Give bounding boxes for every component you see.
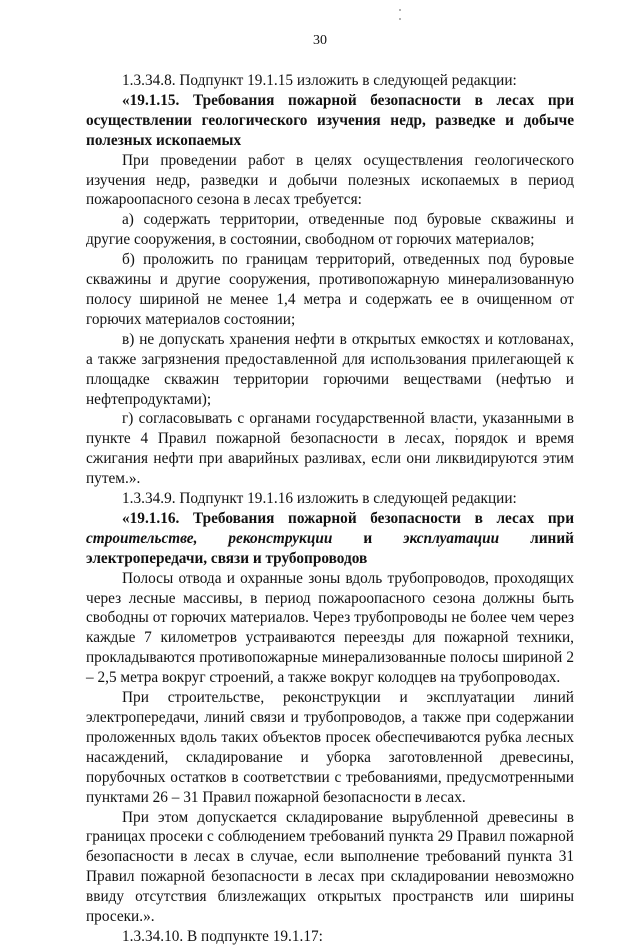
page-number: 30 xyxy=(313,33,327,48)
list-item-a: а) содержать территории, отведенные под буровые скважины и другие сооружения, в состоянии, свободном от горючих материалов; xyxy=(86,211,574,249)
clause-title: Требования пожарной безопасности в лесах при осуществлении геологического изучения недр, разведке и добыче полезных ископаемых xyxy=(86,91,575,149)
amendment-intro-19-1-17: 1.3.34.10. В подпункте 19.1.17: xyxy=(122,927,323,945)
list-item-v: в) не допускать хранения нефти в открытых емкостях и котлованах, а также загрязнения предоставленной для использования прилегающей к площадке скважин территории горючими веществами (нефтью и нефтепродуктами); xyxy=(86,330,574,408)
clause-paragraph-1: Полосы отвода и охранные зоны вдоль трубопроводов, проходящих через лесные массивы, в период пожароопасного сезона должны быть свободны от горючих материалов. Через трубопроводы не более чем через каждые 7 километров устраиваются переезды для пожарной техники, прокладываются противопожарные минерализованные полосы шириной 2 – 2,5 метра вокруг строений, а также вокруг колодцев на трубопроводах. xyxy=(86,569,574,687)
clause-paragraph-3: При этом допускается складирование вырубленной древесины в границах просеки с соблюдением требований пункта 29 Правил пожарной безопасности в лесах в случае, если выполнение требований пункта 31 Правил пожарной безопасности в лесах при складировании невозможно ввиду отсутствия близлежащих открытых пространств или ширины просеки.». xyxy=(86,808,574,926)
clause-title-part: Требования пожарной безопасности в лесах при xyxy=(192,509,575,527)
scan-speck xyxy=(399,9,401,11)
clause-title-part: линий электропередачи, связи и трубопроводов xyxy=(86,529,574,567)
clause-title-emphasis: строительстве, реконструкции xyxy=(86,529,333,547)
clause-number: «19.1.16. xyxy=(122,509,180,527)
list-item-g: г) согласовывать с органами государственной власти, указанными в пункте 4 Правил пожарной безопасности в лесах, порядок и время сжигания нефти при аварийных разливах, если они ликвидируются этим путем.». xyxy=(86,410,574,488)
list-item-b: б) проложить по границам территорий, отведенных под буровые скважины и другие сооружения, противопожарную минерализованную полосу шириной не менее 1,4 метра и содержать ее в очищенном от горючих материалов состоянии; xyxy=(86,251,574,328)
amendment-intro-19-1-16: 1.3.34.9. Подпункт 19.1.16 изложить в следующей редакции: xyxy=(122,490,517,508)
amendment-intro-19-1-15: 1.3.34.8. Подпункт 19.1.15 изложить в следующей редакции: xyxy=(122,72,517,89)
clause-heading-19-1-15 xyxy=(86,91,574,151)
clause-title-part: и xyxy=(332,529,404,547)
clause-paragraph-2: При строительстве, реконструкции и эксплуатации линий электропередачи, линий связи и трубопроводов, а также при содержании проложенных вдоль таких объектов просек обеспечиваются рубка лесных насаждений, складирование и уборка заготовленной древесины, порубочных остатков в соответствии с требованиями, предусмотренными пунктами 26 – 31 Правил пожарной безопасности в лесах. xyxy=(86,689,574,806)
clause-number: «19.1.15. xyxy=(122,91,180,109)
clause-lead-paragraph: При проведении работ в целях осуществления геологического изучения недр, разведки и добычи полезных ископаемых в период пожароопасного сезона в лесах требуется: xyxy=(86,151,574,209)
clause-heading-19-1-16 xyxy=(86,509,574,569)
clause-title-emphasis: эксплуатации xyxy=(403,529,500,547)
scan-speck xyxy=(399,18,401,20)
document-body xyxy=(86,71,574,947)
